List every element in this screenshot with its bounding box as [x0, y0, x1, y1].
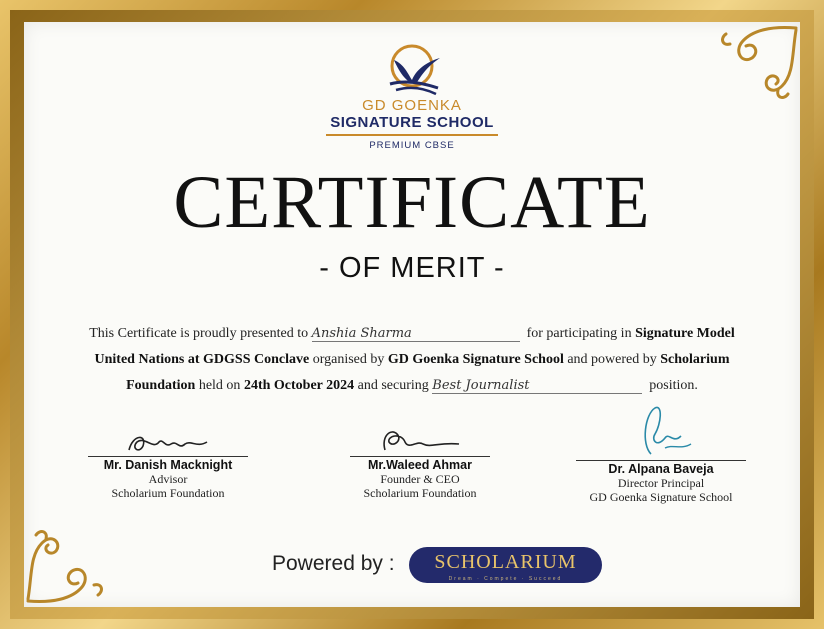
signatory-2-org: Scholarium Foundation [363, 486, 477, 500]
signatory-2 [350, 424, 490, 500]
recipient-name: Anshia Sharma [312, 326, 520, 342]
signatory-2-role: Founder & CEO [380, 472, 460, 486]
school-divider [326, 134, 498, 136]
event-date: 24th October 2024 [243, 378, 355, 393]
school-tagline: PREMIUM CBSE [369, 140, 455, 151]
scholarium-tagline: Dream · Compete · Succeed [448, 576, 563, 582]
body-line-1: This Certificate is proudly presented to Anshia Sharma for participating in Signature Model [89, 326, 735, 341]
scholarium-logo [409, 547, 602, 583]
body-line-2: United Nations at GDGSS Conclave organised by GD Goenka Signature School and powered by Scholarium [94, 352, 730, 367]
signatory-1-name: Mr. Danish Macknight [88, 456, 248, 472]
powered-by-label: Powered by : [272, 552, 395, 575]
certificate-subtitle: - OF MERIT - [319, 252, 505, 284]
signature-waleed-icon [375, 424, 465, 456]
corner-ornament-bottom-left-icon [26, 513, 112, 605]
school-logo-icon [386, 44, 442, 96]
organiser-name: GD Goenka Signature School [387, 352, 564, 367]
signature-alpana-icon [611, 404, 711, 460]
corner-ornament-top-right-icon [712, 24, 798, 102]
signatory-3-name: Dr. Alpana Baveja [576, 460, 746, 476]
event-name-part1: Signature Model [635, 326, 735, 341]
signatory-3 [576, 404, 746, 504]
signatory-3-role: Director Principal [617, 476, 705, 490]
signatory-1-org: Scholarium Foundation [111, 486, 225, 500]
event-name-part2: United Nations at GDGSS Conclave [94, 352, 310, 367]
certificate-title: CERTIFICATE [173, 161, 651, 244]
sponsor-name-part1: Scholarium [660, 352, 730, 367]
sponsor-name-part2: Foundation [126, 378, 196, 393]
signatory-1-role: Advisor [148, 472, 188, 486]
school-name-line1: GD GOENKA [362, 97, 462, 114]
award-position: Best Journalist [432, 378, 642, 394]
scholarium-brand-text: SCHOLARIUM [434, 551, 577, 573]
school-name-line2: SIGNATURE SCHOOL [330, 114, 494, 131]
body-line-3: Foundation held on 24th October 2024 and securing Best Journalist position. [126, 378, 698, 393]
signatory-3-org: GD Goenka Signature School [589, 490, 733, 504]
signatory-2-name: Mr.Waleed Ahmar [350, 456, 490, 472]
signatory-1 [88, 428, 248, 500]
signature-danish-icon [123, 428, 213, 456]
